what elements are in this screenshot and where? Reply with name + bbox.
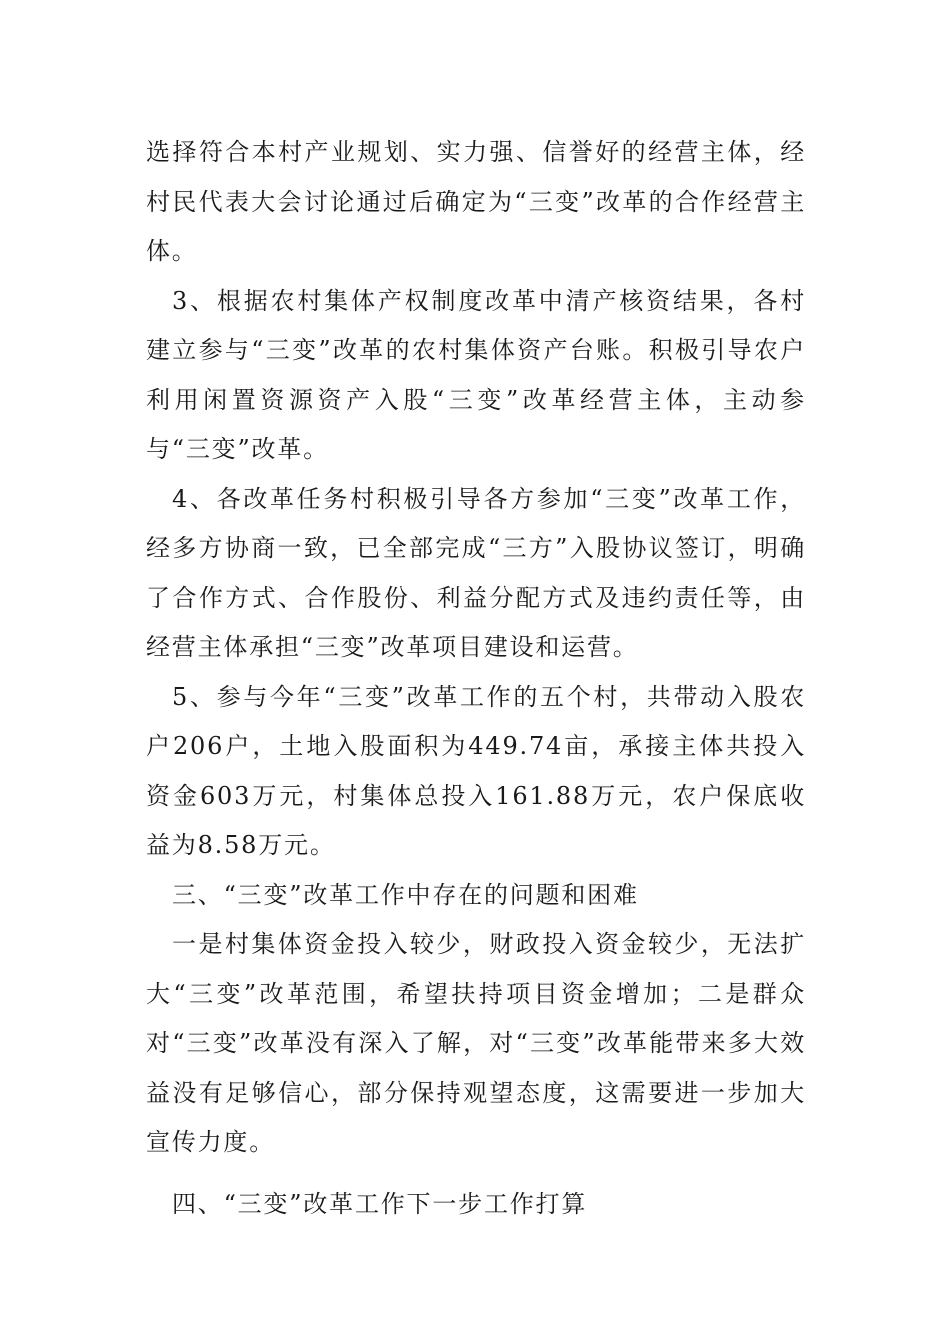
paragraph-item-3: 3、根据农村集体产权制度改革中清产核资结果，各村建立参与“三变”改革的农村集体资产台账。积极引导农户利用闲置资源资产入股“三变”改革经营主体，主动参与“三变”改革。 bbox=[146, 286, 806, 463]
document-body bbox=[146, 128, 806, 1229]
section-heading-next-steps: 四、“三变”改革工作下一步工作打算 bbox=[172, 1189, 588, 1218]
paragraph-continuation: 选择符合本村产业规划、实力强、信誉好的经营主体，经村民代表大会讨论通过后确定为“三变”改革的合作经营主体。 bbox=[146, 138, 806, 265]
paragraph-problems: 一是村集体资金投入较少，财政投入资金较少，无法扩大“三变”改革范围，希望扶持项目资金增加；二是群众对“三变”改革没有深入了解，对“三变”改革能带来多大效益没有足够信心，部分保持观望态度，这需要进一步加大宣传力度。 bbox=[146, 930, 806, 1156]
paragraph-item-5: 5、参与今年“三变”改革工作的五个村，共带动入股农户206户，土地入股面积为449.74亩，承接主体共投入资金603万元，村集体总投入161.88万元，农户保底收益为8.58万元。 bbox=[146, 682, 806, 859]
paragraph-item-4: 4、各改革任务村积极引导各方参加“三变”改革工作，经多方协商一致，已全部完成“三方”入股协议签订，明确了合作方式、合作股份、利益分配方式及违约责任等，由经营主体承担“三变”改革项目建设和运营。 bbox=[146, 484, 806, 661]
section-heading-problems: 三、“三变”改革工作中存在的问题和困难 bbox=[172, 880, 639, 909]
